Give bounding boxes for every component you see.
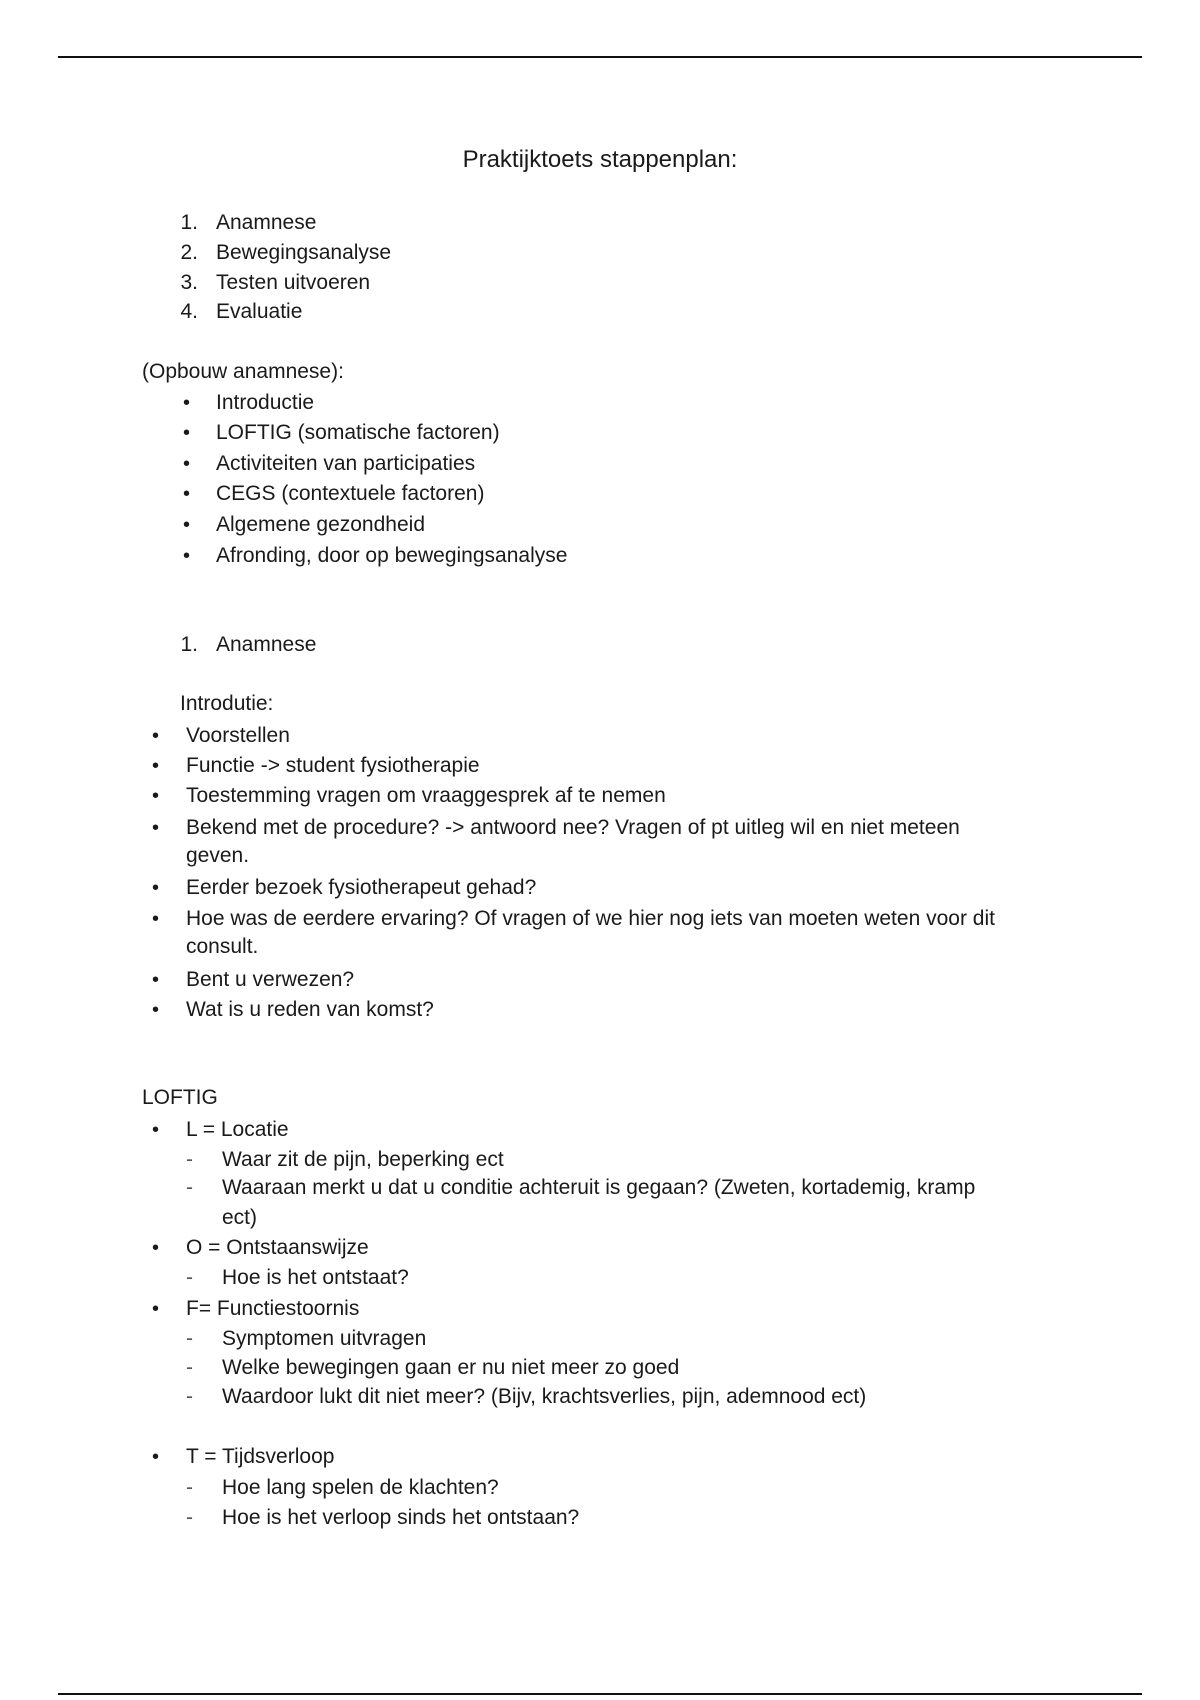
list-item: Algemene gezondheid bbox=[216, 513, 425, 536]
dash-icon: - bbox=[186, 1356, 193, 1379]
dash-icon: - bbox=[186, 1476, 193, 1499]
dash-icon: - bbox=[186, 1327, 193, 1350]
bullet-icon: • bbox=[183, 422, 191, 444]
list-item: Toestemming vragen om vraaggesprek af te nemen bbox=[186, 784, 666, 807]
list-item: LOFTIG (somatische factoren) bbox=[216, 421, 500, 444]
step-number: 3. bbox=[180, 271, 198, 294]
section-title: Anamnese bbox=[216, 633, 317, 656]
list-item-continuation: geven. bbox=[186, 844, 250, 867]
list-item: Afronding, door op bewegingsanalyse bbox=[216, 544, 568, 567]
list-item: T = Tijdsverloop bbox=[186, 1445, 335, 1468]
step-number: 1. bbox=[180, 211, 198, 234]
bullet-icon: • bbox=[152, 1237, 160, 1259]
bullet-icon: • bbox=[152, 725, 160, 747]
sub-list-item: Waardoor lukt dit niet meer? (Bijv, krachtsverlies, pijn, ademnood ect) bbox=[222, 1385, 867, 1408]
list-item: Functie -> student fysiotherapie bbox=[186, 754, 480, 777]
bullet-icon: • bbox=[152, 755, 160, 777]
list-item: Hoe was de eerdere ervaring? Of vragen of we hier nog iets van moeten weten voor dit bbox=[186, 907, 995, 930]
bullet-icon: • bbox=[152, 908, 160, 930]
list-item: Voorstellen bbox=[186, 724, 290, 747]
sub-list-item: Hoe is het verloop sinds het ontstaan? bbox=[222, 1506, 580, 1529]
footer-rule bbox=[58, 1693, 1142, 1695]
list-item: F= Functiestoornis bbox=[186, 1297, 360, 1320]
dash-icon: - bbox=[186, 1176, 193, 1199]
list-item: O = Ontstaanswijze bbox=[186, 1236, 369, 1259]
section-number: 1. bbox=[180, 633, 198, 656]
list-item: Bekend met de procedure? -> antwoord nee? Vragen of pt uitleg wil en niet meteen bbox=[186, 816, 960, 839]
sub-list-item: Hoe is het ontstaat? bbox=[222, 1266, 409, 1289]
bullet-icon: • bbox=[152, 969, 160, 991]
bullet-icon: • bbox=[152, 817, 160, 839]
sub-list-item: Symptomen uitvragen bbox=[222, 1327, 427, 1350]
list-item: Anamnese bbox=[216, 211, 317, 234]
subsection-heading: Introdutie: bbox=[180, 692, 274, 715]
dash-icon: - bbox=[186, 1266, 193, 1289]
bullet-icon: • bbox=[183, 453, 191, 475]
dash-icon: - bbox=[186, 1385, 193, 1408]
sub-list-item: Hoe lang spelen de klachten? bbox=[222, 1476, 499, 1499]
bullet-icon: • bbox=[152, 1446, 160, 1468]
bullet-icon: • bbox=[152, 999, 160, 1021]
sub-list-item: Waar zit de pijn, beperking ect bbox=[222, 1148, 504, 1171]
list-item: Bewegingsanalyse bbox=[216, 241, 392, 264]
bullet-icon: • bbox=[183, 483, 191, 505]
bullet-icon: • bbox=[183, 545, 191, 567]
sub-list-item-continuation: ect) bbox=[222, 1206, 258, 1229]
sub-list-item: Welke bewegingen gaan er nu niet meer zo goed bbox=[222, 1356, 680, 1379]
list-item: Eerder bezoek fysiotherapeut gehad? bbox=[186, 876, 537, 899]
list-item: L = Locatie bbox=[186, 1118, 289, 1141]
list-item-continuation: consult. bbox=[186, 935, 259, 958]
list-item: Bent u verwezen? bbox=[186, 968, 355, 991]
bullet-icon: • bbox=[152, 1119, 160, 1141]
step-number: 2. bbox=[180, 241, 198, 264]
subsection-heading: LOFTIG bbox=[142, 1086, 218, 1109]
step-number: 4. bbox=[180, 300, 198, 323]
dash-icon: - bbox=[186, 1148, 193, 1171]
list-item: Evaluatie bbox=[216, 300, 303, 323]
sub-list-item: Waaraan merkt u dat u conditie achteruit is gegaan? (Zweten, kortademig, kramp bbox=[222, 1176, 976, 1199]
page-title: Praktijktoets stappenplan: bbox=[462, 146, 738, 173]
list-item: Testen uitvoeren bbox=[216, 271, 371, 294]
bullet-icon: • bbox=[152, 785, 160, 807]
section-heading: (Opbouw anamnese): bbox=[142, 360, 344, 383]
bullet-icon: • bbox=[183, 514, 191, 536]
header-rule bbox=[58, 56, 1142, 58]
bullet-icon: • bbox=[183, 392, 191, 414]
list-item: Wat is u reden van komst? bbox=[186, 998, 434, 1021]
list-item: CEGS (contextuele factoren) bbox=[216, 482, 485, 505]
list-item: Activiteiten van participaties bbox=[216, 452, 476, 475]
dash-icon: - bbox=[186, 1506, 193, 1529]
bullet-icon: • bbox=[152, 1298, 160, 1320]
list-item: Introductie bbox=[216, 391, 315, 414]
bullet-icon: • bbox=[152, 877, 160, 899]
